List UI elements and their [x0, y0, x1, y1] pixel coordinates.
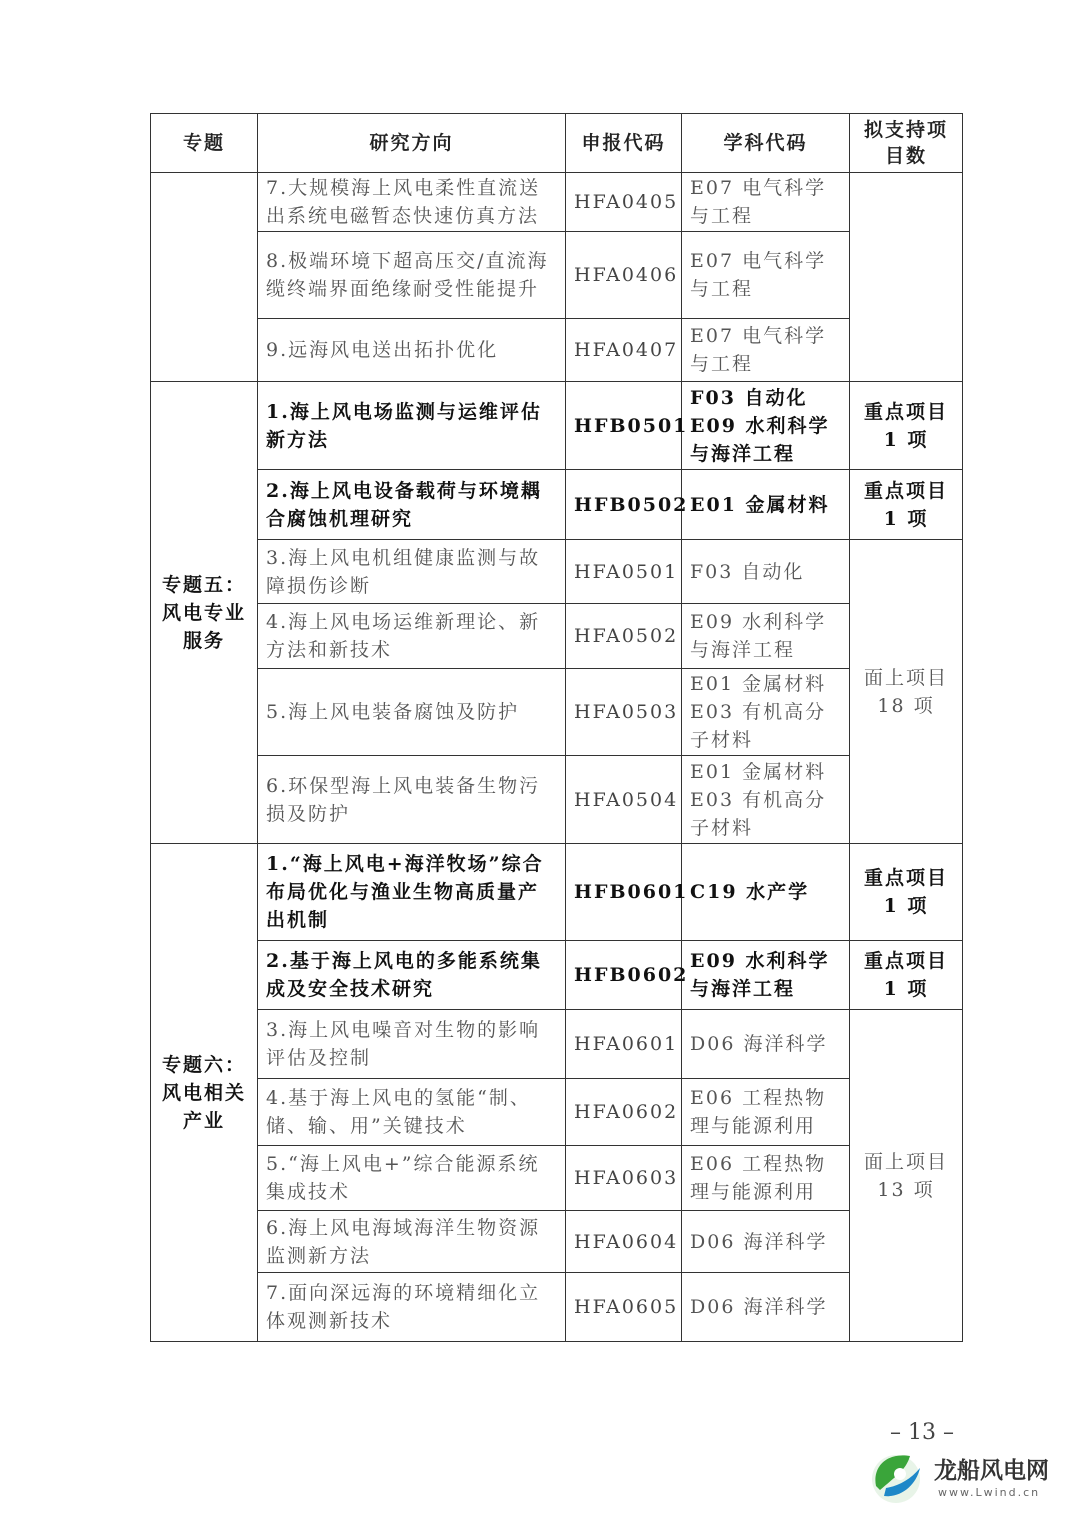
table-row — [151, 1010, 963, 1079]
discipline-cell: D06 海洋科学 — [682, 1273, 850, 1342]
apply-code-cell: HFB0501 — [566, 382, 682, 470]
table-row — [151, 1273, 963, 1342]
page-number: – 13 – — [890, 1420, 954, 1445]
header-topic: 专题 — [151, 114, 258, 173]
table-row — [151, 844, 963, 941]
wind-leaf-icon — [866, 1446, 928, 1508]
discipline-cell: C19 水产学 — [682, 844, 850, 941]
header-direction: 研究方向 — [258, 114, 566, 173]
apply-code-cell: HFA0602 — [566, 1079, 682, 1146]
direction-cell: 2.基于海上风电的多能系统集成及安全技术研究 — [258, 941, 566, 1010]
header-discipline-code: 学科代码 — [682, 114, 850, 173]
apply-code-cell: HFB0502 — [566, 470, 682, 540]
apply-code-cell: HFA0604 — [566, 1211, 682, 1273]
topic-cell: 专题五： 风电专业 服务 — [151, 382, 258, 844]
direction-cell: 4.海上风电场运维新理论、新方法和新技术 — [258, 604, 566, 669]
watermark-name: 龙船风电网 — [934, 1458, 1049, 1484]
table-row — [151, 669, 963, 756]
table-row — [151, 756, 963, 844]
apply-code-cell: HFA0504 — [566, 756, 682, 844]
direction-cell: 9.远海风电送出拓扑优化 — [258, 319, 566, 382]
direction-cell: 1.海上风电场监测与运维评估新方法 — [258, 382, 566, 470]
table-row — [151, 941, 963, 1010]
count-cell — [850, 173, 963, 382]
apply-code-cell: HFA0605 — [566, 1273, 682, 1342]
discipline-cell: E07 电气科学与工程 — [682, 232, 850, 319]
table-row — [151, 232, 963, 319]
count-cell: 重点项目 1 项 — [850, 470, 963, 540]
apply-code-cell: HFA0502 — [566, 604, 682, 669]
table-row — [151, 319, 963, 382]
header-row — [151, 114, 963, 173]
table-row — [151, 540, 963, 604]
apply-code-cell: HFA0406 — [566, 232, 682, 319]
direction-cell: 2.海上风电设备载荷与环境耦合腐蚀机理研究 — [258, 470, 566, 540]
header-apply-code: 申报代码 — [566, 114, 682, 173]
direction-cell: 8.极端环境下超高压交/直流海缆终端界面绝缘耐受性能提升 — [258, 232, 566, 319]
discipline-cell: D06 海洋科学 — [682, 1010, 850, 1079]
table-row — [151, 470, 963, 540]
topic-cell — [151, 173, 258, 382]
discipline-cell: E06 工程热物理与能源利用 — [682, 1079, 850, 1146]
apply-code-cell: HFB0601 — [566, 844, 682, 941]
discipline-cell: E06 工程热物理与能源利用 — [682, 1146, 850, 1211]
apply-code-cell: HFA0503 — [566, 669, 682, 756]
count-cell: 面上项目 18 项 — [850, 540, 963, 844]
direction-cell: 5.“海上风电+”综合能源系统集成技术 — [258, 1146, 566, 1211]
discipline-cell: E01 金属材料 E03 有机高分子材料 — [682, 669, 850, 756]
discipline-cell: D06 海洋科学 — [682, 1211, 850, 1273]
watermark-url: www.Lwind.cn — [938, 1486, 1041, 1499]
direction-cell: 6.海上风电海域海洋生物资源监测新方法 — [258, 1211, 566, 1273]
direction-cell: 5.海上风电装备腐蚀及防护 — [258, 669, 566, 756]
direction-cell: 4.基于海上风电的氢能“制、储、输、用”关键技术 — [258, 1079, 566, 1146]
apply-code-cell: HFA0603 — [566, 1146, 682, 1211]
apply-code-cell: HFA0501 — [566, 540, 682, 604]
watermark-logo — [866, 1446, 1066, 1510]
table-row — [151, 1146, 963, 1211]
direction-cell: 1.“海上风电+海洋牧场”综合布局优化与渔业生物高质量产出机制 — [258, 844, 566, 941]
apply-code-cell: HFA0601 — [566, 1010, 682, 1079]
count-cell: 重点项目 1 项 — [850, 382, 963, 470]
discipline-cell: F03 自动化 E09 水利科学与海洋工程 — [682, 382, 850, 470]
count-cell: 面上项目 13 项 — [850, 1010, 963, 1342]
direction-cell: 7.大规模海上风电柔性直流送出系统电磁暂态快速仿真方法 — [258, 173, 566, 232]
discipline-cell: E09 水利科学与海洋工程 — [682, 941, 850, 1010]
discipline-cell: F03 自动化 — [682, 540, 850, 604]
count-cell: 重点项目 1 项 — [850, 941, 963, 1010]
apply-code-cell: HFB0602 — [566, 941, 682, 1010]
header-count: 拟支持项 目数 — [850, 114, 963, 173]
discipline-cell: E07 电气科学与工程 — [682, 319, 850, 382]
table-row — [151, 1079, 963, 1146]
project-table — [150, 113, 963, 1342]
discipline-cell: E01 金属材料 — [682, 470, 850, 540]
topic-cell: 专题六： 风电相关 产业 — [151, 844, 258, 1342]
discipline-cell: E07 电气科学与工程 — [682, 173, 850, 232]
table-row — [151, 1211, 963, 1273]
count-cell: 重点项目 1 项 — [850, 844, 963, 941]
apply-code-cell: HFA0407 — [566, 319, 682, 382]
table-row — [151, 173, 963, 232]
direction-cell: 7.面向深远海的环境精细化立体观测新技术 — [258, 1273, 566, 1342]
discipline-cell: E01 金属材料 E03 有机高分子材料 — [682, 756, 850, 844]
apply-code-cell: HFA0405 — [566, 173, 682, 232]
direction-cell: 6.环保型海上风电装备生物污损及防护 — [258, 756, 566, 844]
discipline-cell: E09 水利科学与海洋工程 — [682, 604, 850, 669]
table-row — [151, 604, 963, 669]
direction-cell: 3.海上风电噪音对生物的影响评估及控制 — [258, 1010, 566, 1079]
table-row — [151, 382, 963, 470]
direction-cell: 3.海上风电机组健康监测与故障损伤诊断 — [258, 540, 566, 604]
